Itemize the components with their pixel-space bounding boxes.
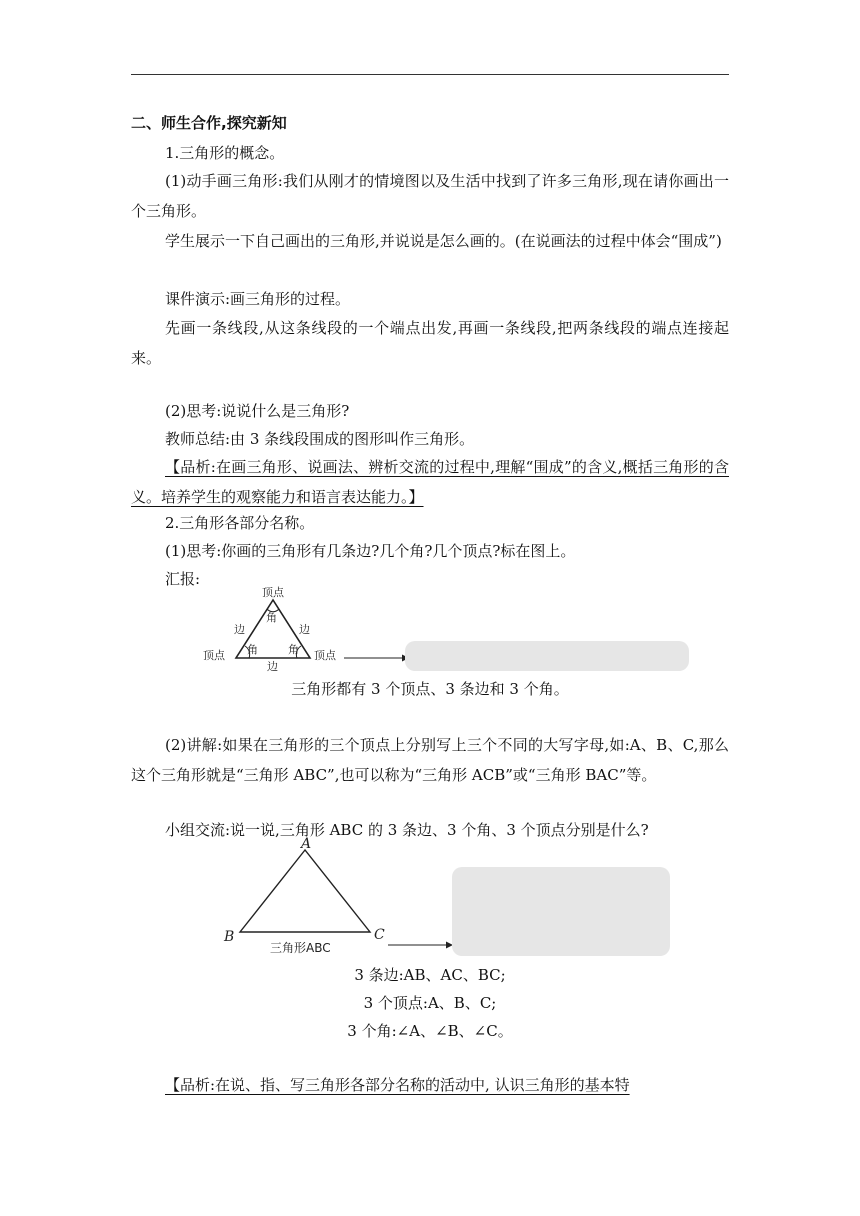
angle-label-right: 角 bbox=[288, 643, 299, 656]
arrow-1 bbox=[344, 652, 410, 664]
vertex-label-right: 顶点 bbox=[314, 649, 336, 662]
side-label-left: 边 bbox=[234, 623, 245, 636]
item1-paragraph-3: 课件演示:画三角形的过程。 bbox=[165, 290, 351, 308]
item1-paragraph-1: (1)动手画三角形:我们从刚才的情境图以及生活中找到了许多三角形,现在请你画出一个三角形。 bbox=[131, 172, 729, 220]
vertex-c-label: C bbox=[374, 927, 385, 943]
triangle-abc-outline bbox=[240, 850, 370, 932]
item1-paragraph-2: 学生展示一下自己画出的三角形,并说说是怎么画的。(在说画法的过程中体会“围成”) bbox=[165, 232, 722, 250]
item2-paragraph-2: 汇报: bbox=[165, 570, 201, 588]
item1-paragraph-4: 先画一条线段,从这条线段的一个端点出发,再画一条线段,把两条线段的端点连接起来。 bbox=[131, 319, 729, 367]
item2-paragraph-4: 小组交流:说一说,三角形 ABC 的 3 条边、3 个角、3 个顶点分别是什么? bbox=[165, 821, 649, 839]
vertex-a-label: A bbox=[301, 836, 312, 852]
section-title: 二、师生合作,探究新知 bbox=[131, 114, 287, 132]
summary-1: 三角形都有 3 个顶点、3 条边和 3 个角。 bbox=[291, 680, 569, 698]
triangle-abc-caption: 三角形ABC bbox=[270, 941, 331, 955]
item2-paragraph-3: (2)讲解:如果在三角形的三个顶点上分别写上三个不同的大写字母,如:A、B、C,那么这个三角形就是“三角形 ABC”,也可以称为“三角形 ACB”或“三角形 BAC”等。 bbox=[131, 736, 729, 784]
item1-paragraph-6: 教师总结:由 3 条线段围成的图形叫作三角形。 bbox=[165, 430, 475, 448]
header-rule bbox=[131, 74, 729, 75]
answer-sides: 3 条边:AB、AC、BC; bbox=[354, 966, 506, 984]
side-label-bottom: 边 bbox=[267, 660, 278, 672]
vertex-label-left: 顶点 bbox=[203, 649, 225, 662]
answer-angles: 3 个角:∠A、∠B、∠C。 bbox=[347, 1022, 513, 1040]
side-label-right: 边 bbox=[299, 623, 310, 636]
answer-vertices: 3 个顶点:A、B、C; bbox=[363, 994, 497, 1012]
vertex-label-top: 顶点 bbox=[262, 586, 284, 599]
angle-label-top: 角 bbox=[266, 611, 277, 624]
answer-placeholder-box-1 bbox=[405, 641, 689, 671]
item1-title: 1.三角形的概念。 bbox=[165, 144, 285, 162]
item2-analysis: 【品析:在说、指、写三角形各部分名称的活动中, 认识三角形的基本特 bbox=[165, 1076, 630, 1094]
item2-title: 2.三角形各部分名称。 bbox=[165, 514, 315, 532]
item2-paragraph-1: (1)思考:你画的三角形有几条边?几个角?几个顶点?标在图上。 bbox=[165, 542, 576, 560]
answer-placeholder-box-2 bbox=[452, 867, 670, 956]
item1-paragraph-5: (2)思考:说说什么是三角形? bbox=[165, 402, 350, 420]
item1-analysis: 【品析:在画三角形、说画法、辨析交流的过程中,理解“围成”的含义,概括三角形的含义。培养学生的观察能力和语言表达能力。】 bbox=[131, 458, 729, 506]
vertex-b-label: B bbox=[224, 929, 235, 945]
arrow-2 bbox=[388, 939, 454, 951]
angle-label-left: 角 bbox=[247, 643, 258, 656]
triangle-abc-figure bbox=[218, 834, 398, 956]
